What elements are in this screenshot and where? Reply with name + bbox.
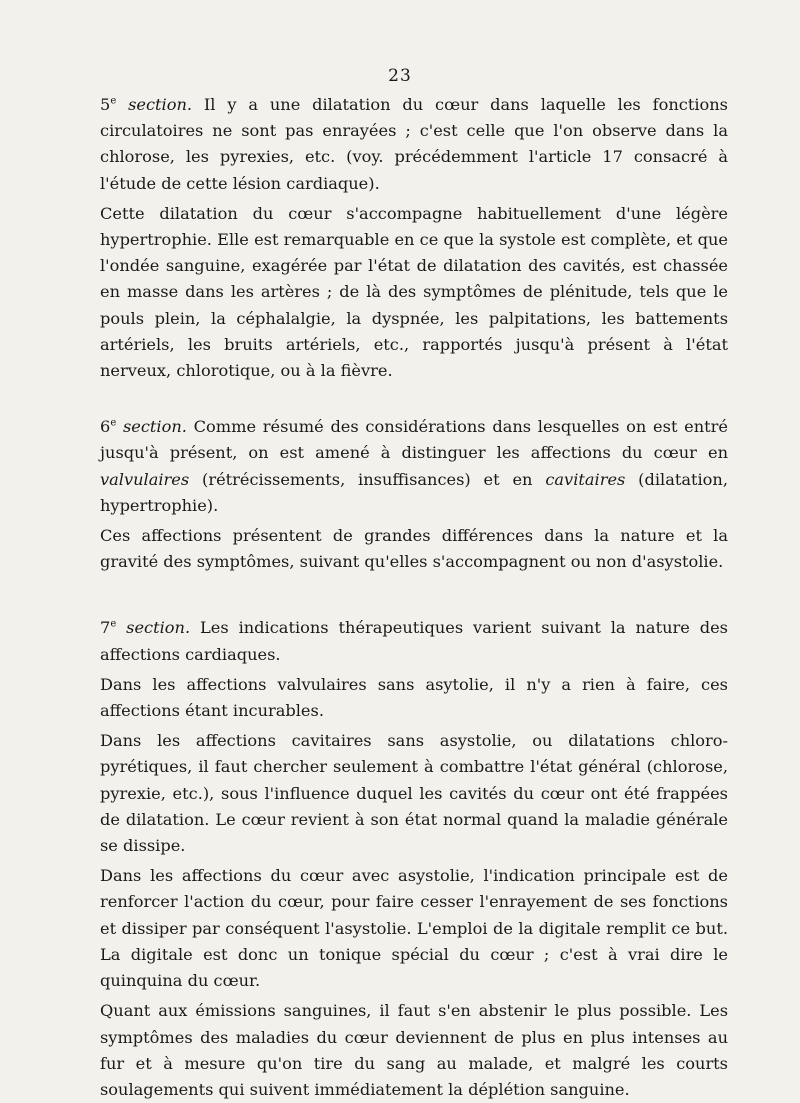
- section-7-paragraph-1: [100, 615, 728, 667]
- section-7-paragraph-3: Dans les affections cavitaires sans asystolie, ou dilatations chloro-pyrétiques, il faut chercher seulement à combattre l'état général (chlorose, pyrexie, etc.), sous l'influence duquel les cavités du cœur ont été frappées de dilatation. Le cœur revient à son état normal quand la maladie générale se dissipe.: [100, 731, 728, 856]
- section-7-paragraph-2: Dans les affections valvulaires sans asytolie, il n'y a rien à faire, ces affections étant incurables.: [100, 674, 728, 721]
- section-7-label: section.: [126, 618, 191, 638]
- section-6-text-e: (dilatation, hypertrophie).: [100, 469, 728, 515]
- section-5-ordinal: e: [110, 95, 117, 107]
- section-6-label: section.: [122, 417, 187, 437]
- page-body: [100, 92, 728, 1103]
- section-7-text: Les indications thérapeutiques varient suivant la nature des affections cardiaques.: [100, 618, 728, 664]
- page-number: 23: [388, 66, 412, 86]
- term-cavitaires: cavitaires: [545, 469, 626, 489]
- section-6-number: 6: [100, 417, 111, 437]
- section-5-label: section.: [128, 95, 193, 114]
- section-6-text-c: (rétrécissements, insuffisances) et en: [189, 469, 546, 489]
- section-7-number: 7: [100, 618, 111, 638]
- section-5-paragraph-2: Cette dilatation du cœur s'accompagne habituellement d'une légère hypertrophie. Elle est remarquable en ce que la systole est complète, et que l'ondée sanguine, exagérée par l'état de dilatation des cavités, est chassée en masse dans les artères ; de là des symptômes de plénitude, tels que le pouls plein, la céphalalgie, la dyspnée, les palpitations, les battements artériels, les bruits artériels, etc., rapportés jusqu'à présent à l'état nerveux, chlorotique, ou à la fièvre.: [100, 203, 728, 381]
- section-6-paragraph-1: [100, 414, 728, 519]
- section-5-text: Il y a une dilatation du cœur dans laquelle les fonctions circulatoires ne sont pas enrayées ; c'est celle que l'on observe dans la chlorose, les pyrexies, etc. (voy. précédemment l'article 17 consacré à l'étude de cette lésion cardiaque).: [100, 95, 728, 193]
- section-6-text-a: Comme résumé des considérations dans lesquelles on est entré jusqu'à présent, on est amené à distinguer les affections du cœur en: [100, 417, 728, 463]
- section-5-paragraph-1: [100, 92, 728, 197]
- section-7-paragraph-4: Dans les affections du cœur avec asystolie, l'indication principale est de renforcer l'action du cœur, pour faire cesser l'enrayement de ses fonctions et dissiper par conséquent l'asystolie. L'emploi de la digitale remplit ce but. La digitale est donc un tonique spécial du cœur ; c'est à vrai dire le quinquina du cœur.: [100, 866, 728, 991]
- section-7-paragraph-5: Quant aux émissions sanguines, il faut s'en abstenir le plus possible. Les symptômes des maladies du cœur deviennent de plus en plus intenses au fur et à mesure qu'on tire du sang au malade, et malgré les courts soulagements qui suivent immédiatement la déplétion sanguine.: [100, 1001, 728, 1099]
- section-5-number: 5: [100, 95, 111, 114]
- section-7-ordinal: e: [110, 619, 117, 631]
- section-6-paragraph-2: Ces affections présentent de grandes différences dans la nature et la gravité des symptômes, suivant qu'elles s'accompagnent ou non d'asystolie.: [100, 526, 728, 572]
- section-6-ordinal: e: [110, 417, 117, 429]
- term-valvulaires: valvulaires: [100, 469, 190, 489]
